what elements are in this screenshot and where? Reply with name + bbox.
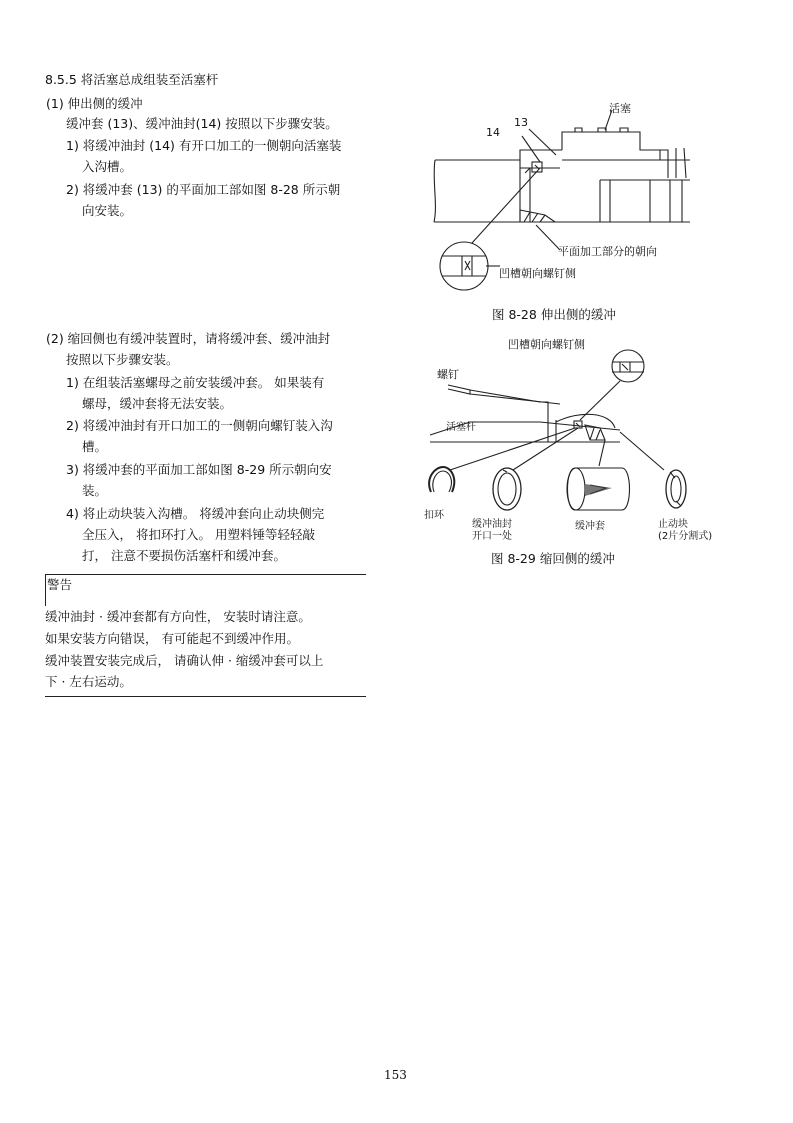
fig829-caption: 图 8-29 缩回侧的缓冲 bbox=[491, 551, 615, 566]
fig829-label-stopper-line2: (2片分割式) bbox=[658, 531, 713, 542]
fig829-label-seal-line1: 缓冲油封 bbox=[472, 519, 512, 530]
part2-step4-line2: 全压入， 将扣环打入。 用塑料锤等轻轻敲 bbox=[82, 527, 315, 542]
warning-line-1: 缓冲油封 · 缓冲套都有方向性， 安装时请注意。 bbox=[45, 609, 311, 624]
fig828-caption: 图 8-28 伸出侧的缓冲 bbox=[492, 307, 616, 322]
part1-step1-line2: 入沟槽。 bbox=[82, 159, 133, 174]
part2-step1-line1: 1) 在组装活塞螺母之前安装缓冲套。 如果装有 bbox=[66, 375, 325, 390]
fig828-label-13: 13 bbox=[514, 116, 528, 129]
part1-intro: 缓冲套 (13)、缓冲油封(14) 按照以下步骤安装。 bbox=[66, 116, 338, 131]
fig829-label-screw: 螺钉 bbox=[437, 368, 459, 381]
warning-line-3: 缓冲装置安装完成后， 请确认伸 · 缩缓冲套可以上 bbox=[45, 653, 324, 668]
part2-heading-line1: (2) 缩回侧也有缓冲装置时，请将缓冲套、缓冲油封 bbox=[46, 331, 331, 346]
part2-step2-line1: 2) 将缓冲油封有开口加工的一侧朝向螺钉装入沟 bbox=[66, 418, 333, 433]
part2-step4-line1: 4) 将止动块装入沟槽。 将缓冲套向止动块侧完 bbox=[66, 506, 325, 521]
part2-step3-line2: 装。 bbox=[82, 483, 108, 498]
warning-line-2: 如果安装方向错误， 有可能起不到缓冲作用。 bbox=[45, 631, 299, 646]
part2-step3-line1: 3) 将缓冲套的平面加工部如图 8-29 所示朝向安 bbox=[66, 462, 332, 477]
part1-step1-line1: 1) 将缓冲油封 (14) 有开口加工的一侧朝向活塞装 bbox=[66, 138, 342, 153]
section-title: 8.5.5 将活塞总成组装至活塞杆 bbox=[45, 72, 219, 87]
fig829-label-snap-ring: 扣环 bbox=[424, 510, 444, 521]
fig829-label-groove: 凹槽朝向螺钉侧 bbox=[508, 338, 585, 351]
warning-tab-edge bbox=[45, 574, 46, 606]
figure-8-29-drawing bbox=[0, 0, 793, 560]
fig828-label-14: 14 bbox=[486, 126, 500, 139]
fig829-label-seal-line2: 开口一处 bbox=[472, 531, 512, 542]
part2-step1-line2: 螺母，缓冲套将无法安装。 bbox=[82, 396, 233, 411]
warning-bottom-rule bbox=[45, 696, 366, 697]
part2-heading-line2: 按照以下步骤安装。 bbox=[66, 352, 179, 367]
fig829-label-sleeve: 缓冲套 bbox=[575, 521, 605, 532]
part1-heading: (1) 伸出侧的缓冲 bbox=[46, 96, 143, 111]
part1-step2-line1: 2) 将缓冲套 (13) 的平面加工部如图 8-28 所示朝 bbox=[66, 182, 341, 197]
fig829-label-stopper-line1: 止动块 bbox=[658, 519, 688, 530]
warning-top-rule bbox=[45, 574, 366, 575]
fig829-label-rod: 活塞杆 bbox=[446, 422, 476, 433]
warning-line-4: 下 · 左右运动。 bbox=[45, 674, 132, 689]
fig828-label-flat: 平面加工部分的朝向 bbox=[558, 245, 657, 258]
part2-step4-line3: 打， 注意不要损伤活塞杆和缓冲套。 bbox=[82, 548, 286, 563]
fig828-label-piston: 活塞 bbox=[609, 102, 631, 115]
warning-title: 警告 bbox=[47, 577, 73, 592]
part2-step2-line2: 槽。 bbox=[82, 439, 108, 454]
part1-step2-line2: 向安装。 bbox=[82, 203, 133, 218]
fig828-label-groove: 凹槽朝向螺钉侧 bbox=[499, 267, 576, 280]
page-number: 153 bbox=[384, 1068, 407, 1082]
